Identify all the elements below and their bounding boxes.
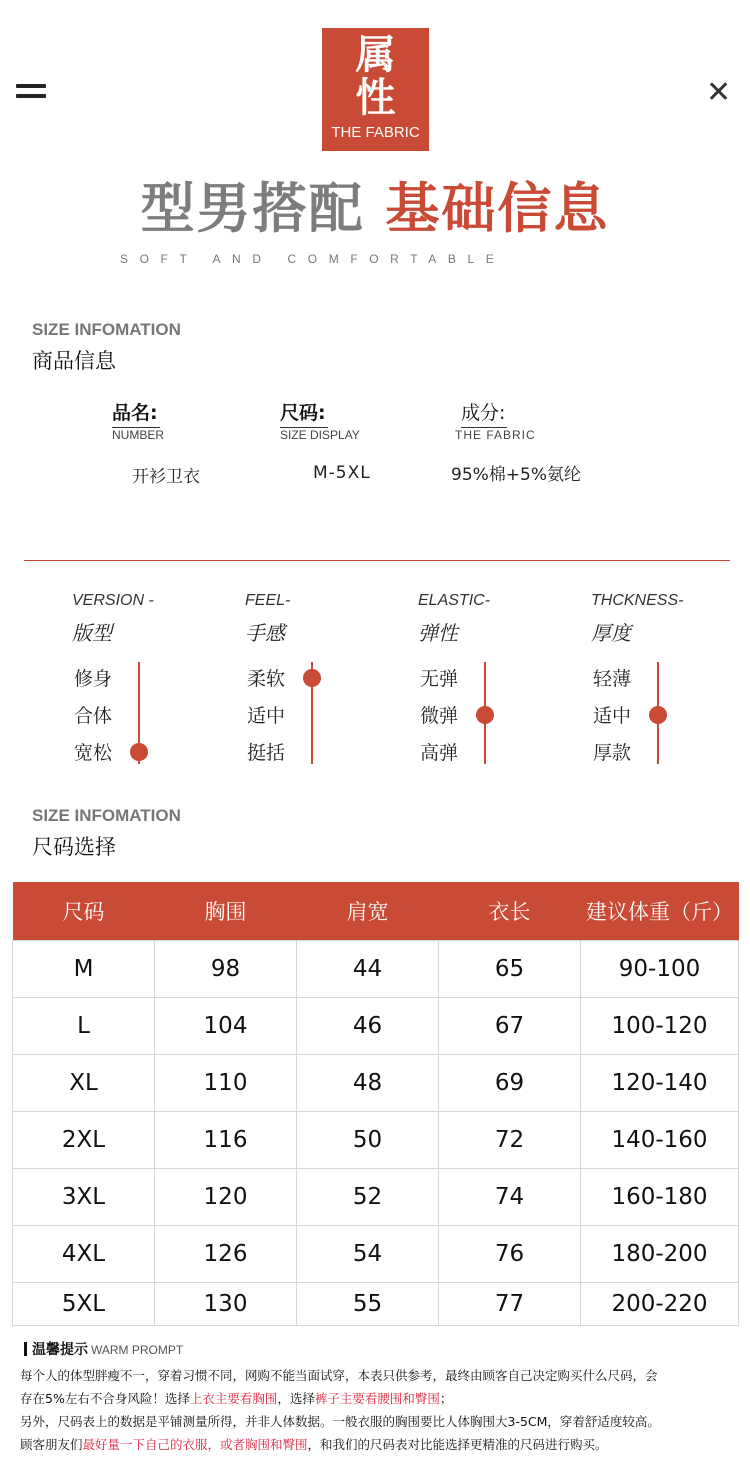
cell-length: 67	[439, 998, 581, 1055]
cell-weight: 200-220	[581, 1283, 739, 1326]
cell-chest: 126	[155, 1226, 297, 1283]
tips-line-1: 每个人的体型胖瘦不一，穿着习惯不同，网购不能当面试穿，本表只供参考，最终由顾客自己决定购买什么尺码，会	[20, 1368, 658, 1383]
info-name-label: 品名:	[112, 398, 160, 428]
size-section-en: SIZE INFOMATION	[32, 806, 181, 825]
cell-size: XL	[13, 1055, 155, 1112]
tips-line-4-highlight: 最好量一下自己的衣服，或者胸围和臀围	[82, 1437, 308, 1452]
cell-length: 69	[439, 1055, 581, 1112]
title-gray: 型男搭配	[140, 177, 365, 240]
cell-weight: 160-180	[581, 1169, 739, 1226]
cell-length: 76	[439, 1226, 581, 1283]
attr-en-1: FEEL-	[245, 592, 291, 609]
info-size-value: M-5XL	[313, 463, 371, 483]
cell-size: 2XL	[13, 1112, 155, 1169]
product-section-en: SIZE INFOMATION	[32, 320, 181, 339]
cell-length: 74	[439, 1169, 581, 1226]
attr-option-0-0: 修身	[74, 668, 113, 690]
cell-shoulder: 55	[297, 1283, 439, 1326]
attr-zh-2: 弹性	[418, 621, 458, 645]
divider	[24, 560, 730, 561]
badge-subtitle: THE FABRIC	[331, 124, 420, 141]
cell-weight: 90-100	[581, 941, 739, 998]
attr-zh-1: 手感	[245, 621, 285, 645]
cell-chest: 110	[155, 1055, 297, 1112]
tips-title	[24, 1339, 183, 1359]
cell-chest: 130	[155, 1283, 297, 1326]
table-row	[13, 1283, 739, 1326]
cell-length: 72	[439, 1112, 581, 1169]
info-name	[112, 398, 164, 442]
cell-chest: 120	[155, 1169, 297, 1226]
header-size: 尺码	[13, 882, 155, 941]
attr-option-2-2: 高弹	[420, 742, 459, 764]
info-size	[280, 398, 360, 442]
close-icon[interactable]: ✕	[706, 75, 732, 110]
header-chest: 胸围	[155, 882, 297, 941]
header-shoulder: 肩宽	[297, 882, 439, 941]
attr-en-2: ELASTIC-	[418, 592, 491, 609]
info-fabric	[455, 398, 536, 442]
tips-title-en: WARM PROMPT	[91, 1343, 184, 1357]
attr-option-3-0: 轻薄	[593, 668, 632, 690]
info-fabric-sub: THE FABRIC	[455, 428, 536, 442]
cell-shoulder: 50	[297, 1112, 439, 1169]
cell-size: M	[13, 941, 155, 998]
fabric-badge	[322, 28, 429, 151]
cell-shoulder: 48	[297, 1055, 439, 1112]
info-name-value: 开衫卫衣	[132, 467, 200, 487]
size-table	[12, 882, 739, 1326]
tips-title-zh: 温馨提示	[32, 1342, 88, 1358]
cell-length: 77	[439, 1283, 581, 1326]
attr-option-0-1: 合体	[74, 705, 113, 727]
menu-icon[interactable]	[16, 84, 46, 102]
cell-shoulder: 54	[297, 1226, 439, 1283]
header-weight: 建议体重（斤）	[581, 882, 739, 941]
tips-line-2-c: ，选择	[277, 1391, 315, 1406]
cell-chest: 98	[155, 941, 297, 998]
attr-option-2-0: 无弹	[420, 668, 459, 690]
attr-selected-dot-3	[649, 706, 667, 724]
cell-shoulder: 52	[297, 1169, 439, 1226]
attr-en-3: THCKNESS-	[591, 592, 684, 609]
title-red: 基础信息	[385, 177, 610, 240]
attr-option-2-1: 微弹	[420, 705, 459, 727]
table-row	[13, 998, 739, 1055]
badge-char-1: 属	[355, 32, 396, 78]
cell-shoulder: 44	[297, 941, 439, 998]
badge-char-2: 性	[355, 75, 396, 121]
attr-zh-3: 厚度	[591, 621, 631, 645]
info-fabric-label: 成分:	[461, 398, 507, 428]
cell-chest: 116	[155, 1112, 297, 1169]
cell-weight: 180-200	[581, 1226, 739, 1283]
tips-line-3: 另外，尺码表上的数据是平铺测量所得，并非人体数据。一般衣服的胸围要比人体胸围大3-5CM，穿着舒适度较高。	[20, 1414, 660, 1429]
tips-line-2-e: ；	[439, 1391, 453, 1406]
attr-option-1-1: 适中	[247, 705, 286, 727]
tips-line-4-a: 顾客朋友们	[20, 1437, 83, 1452]
cell-shoulder: 46	[297, 998, 439, 1055]
tips-line-4	[20, 1437, 736, 1453]
cell-size: 4XL	[13, 1226, 155, 1283]
tips-line-2-a: 存在5%左右不合身风险！选择	[20, 1391, 190, 1406]
attr-selected-dot-2	[476, 706, 494, 724]
attr-option-0-2: 宽松	[74, 742, 113, 764]
cell-size: L	[13, 998, 155, 1055]
table-row	[13, 1226, 739, 1283]
table-header-row	[13, 882, 739, 941]
attr-selected-dot-1	[303, 669, 321, 687]
cell-weight: 100-120	[581, 998, 739, 1055]
table-row	[13, 1112, 739, 1169]
cell-size: 3XL	[13, 1169, 155, 1226]
cell-chest: 104	[155, 998, 297, 1055]
attr-option-1-0: 柔软	[247, 668, 286, 690]
tips-bar	[24, 1342, 27, 1356]
product-section-zh: 商品信息	[32, 349, 116, 373]
table-row	[13, 1055, 739, 1112]
size-section-zh: 尺码选择	[32, 835, 116, 859]
cell-weight: 140-160	[581, 1112, 739, 1169]
table-row	[13, 941, 739, 998]
tips-line-2	[20, 1391, 736, 1407]
attr-zh-0: 版型	[72, 621, 112, 645]
attr-option-1-2: 挺括	[247, 742, 286, 764]
tips-line-2-highlight-1: 上衣主要看胸围	[189, 1391, 278, 1406]
info-name-sub: NUMBER	[112, 428, 165, 442]
tagline: SOFT AND COMFORTABLE	[120, 252, 506, 266]
cell-length: 65	[439, 941, 581, 998]
tips-line-4-c: ，和我们的尺码表对比能选择更精准的尺码进行购买。	[307, 1437, 608, 1452]
cell-size: 5XL	[13, 1283, 155, 1326]
info-fabric-value: 95%棉+5%氨纶	[451, 465, 581, 485]
tips-line-2-highlight-2: 裤子主要看腰围和臀围	[314, 1391, 440, 1406]
attr-option-3-1: 适中	[593, 705, 632, 727]
cell-weight: 120-140	[581, 1055, 739, 1112]
info-size-label: 尺码:	[280, 398, 328, 428]
table-row	[13, 1169, 739, 1226]
attr-option-3-2: 厚款	[593, 742, 632, 764]
header-length: 衣长	[439, 882, 581, 941]
page-title	[0, 176, 750, 242]
info-size-sub: SIZE DISPLAY	[280, 428, 360, 442]
attr-en-0: VERSION -	[72, 592, 154, 609]
attr-selected-dot-0	[130, 743, 148, 761]
